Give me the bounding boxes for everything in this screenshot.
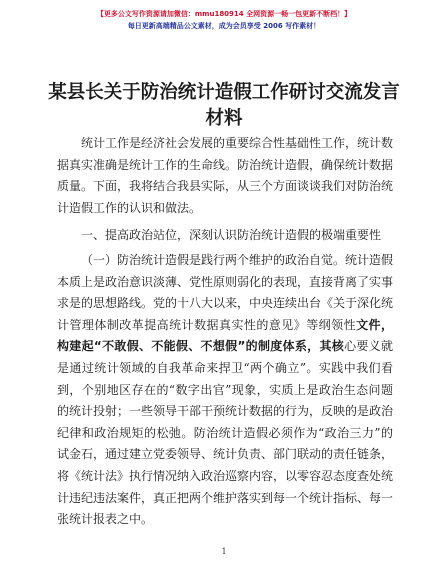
intro-paragraph: 统计工作是经济社会发展的重要综合性基础性工作，统计数据真实准确是统计工作的生命线。防治统计造假，确保统计数据质量。下面，我将结合我县实际，从三个方面谈谈我们对防治统计造假工作的认识和做法。: [57, 136, 394, 215]
promo-banner-line2: 每日更新高端精品公文素材，成为会员享受 2006 写作素材！: [127, 22, 321, 30]
subsection-1-text-b: 心要义就是通过统计领域的自我革命来捍卫“两个确立”。实践中我们看到，个别地区存在的“数字出官”现象，实质上是政治生态问题的统计投射；一些领导干部干预统计数据的行为，反映的是政治纪律和政治规矩的松弛。防治统计造假必须作为“政治三力”的试金石，通过建立党委领导、统计负责、部门联动的责任链条，将《统计法》执行情况纳入政治巡察内容，以零容忍态度查处统计违纪违法案件，真正把两个维护落实到每一个统计指标、每一张统计报表之中。: [57, 339, 394, 527]
section-heading-1: 一、提高政治站位，深刻认识防治统计造假的极端重要性: [81, 228, 382, 243]
subsection-1-paragraph: [57, 250, 393, 531]
page-number: 1: [221, 547, 227, 556]
promo-banner: [0, 8, 448, 32]
promo-banner-line1: 【更多公文写作资源请加微信：mmu180914 全网资源一畅一包更新不断档！】: [96, 10, 352, 18]
subsection-1-bold-text: 文件，构建起“不敢假、不能假、不想假”的制度体系，其核: [57, 317, 393, 354]
document-title: 某县长关于防治统计造假工作研讨交流发言材料: [48, 82, 400, 129]
document-body: [57, 133, 393, 531]
subsection-1-text-a: （一）防治统计造假是践行两个维护的政治自觉。统计造假本质上是政治意识淡薄、党性原则弱化的表现，直接背离了实事求是的思想路线。党的十八大以来，中央连续出台《关于深化统计管理体制改革提高统计数据真实性的意见》等纲领性: [57, 252, 394, 332]
